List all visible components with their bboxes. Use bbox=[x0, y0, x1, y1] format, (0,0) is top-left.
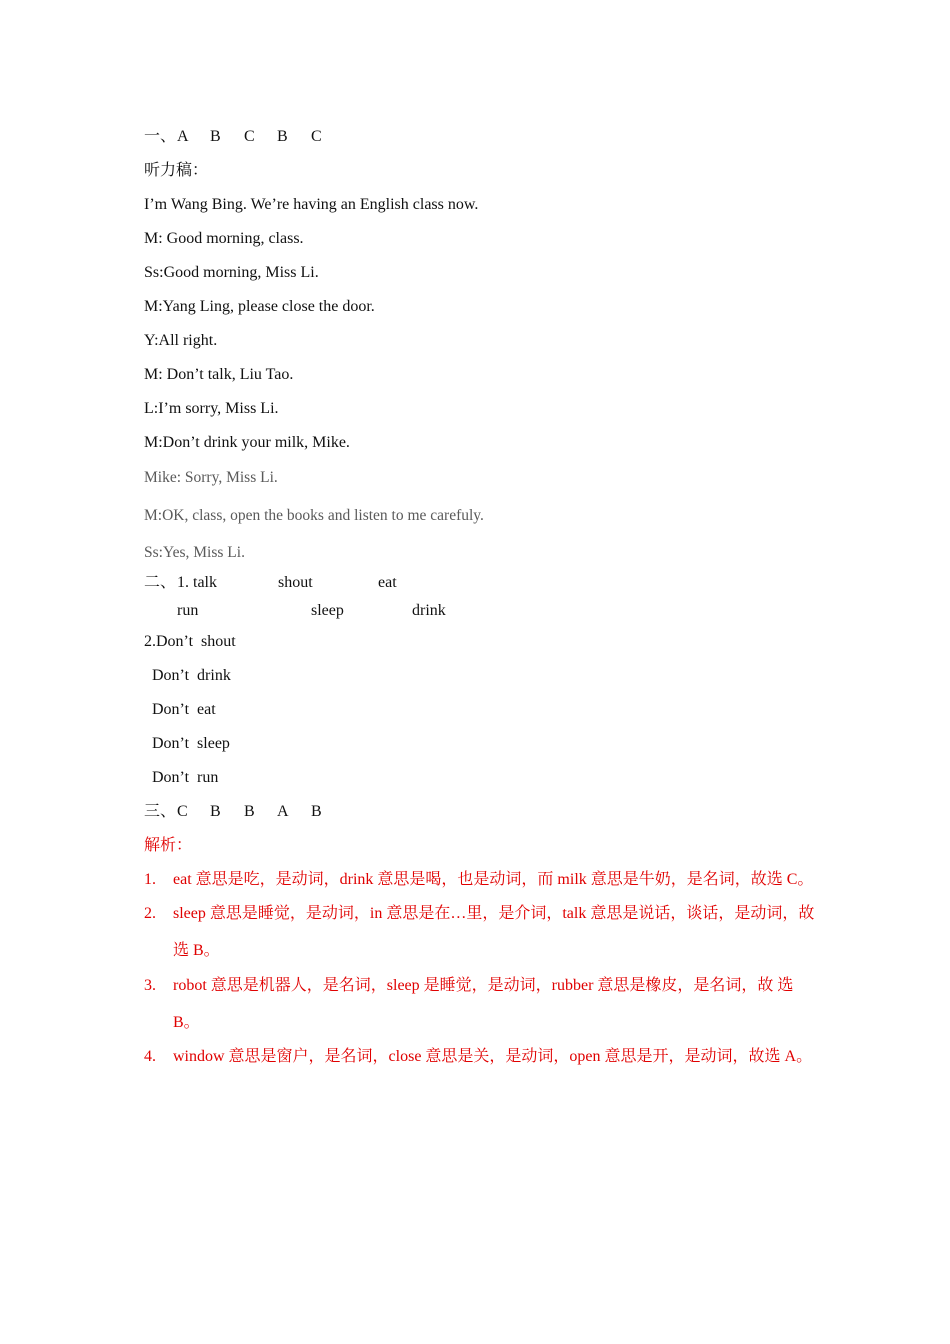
script-line: I’m Wang Bing. We’re having an English class now. bbox=[144, 196, 479, 213]
section2-word: run bbox=[177, 602, 199, 619]
analysis-text: eat 意思是吃，是动词，drink 意思是喝，也是动词，而 milk 意思是牛奶，是名词，故选 C。 bbox=[173, 871, 814, 888]
analysis-number: 2. bbox=[144, 905, 156, 922]
section2-word: shout bbox=[278, 574, 313, 591]
analysis-number: 3. bbox=[144, 977, 156, 994]
section2-sentence: Don’t run bbox=[152, 769, 219, 786]
section1-answer: B bbox=[277, 128, 288, 145]
section3-answer: A bbox=[277, 803, 289, 820]
scanned-script-line: Ss:Yes, Miss Li. bbox=[144, 544, 245, 561]
script-line: Ss:Good morning, Miss Li. bbox=[144, 264, 319, 281]
analysis-text: window 意思是窗户，是名词，close 意思是关，是动词，open 意思是开，是动词，故选 A。 bbox=[173, 1048, 813, 1065]
section2-sentence: Don’t drink bbox=[152, 667, 231, 684]
section2-word: drink bbox=[412, 602, 446, 619]
script-title: 听力稿： bbox=[144, 162, 209, 179]
section3-answer: B bbox=[244, 803, 255, 820]
script-line: M:Don’t drink your milk, Mike. bbox=[144, 434, 350, 451]
script-line: Y:All right. bbox=[144, 332, 218, 349]
section1-answer: B bbox=[210, 128, 221, 145]
section1-label: 一、 bbox=[144, 128, 177, 145]
script-line: M: Good morning, class. bbox=[144, 230, 304, 247]
section3-answer: B bbox=[311, 803, 322, 820]
analysis-text: sleep 意思是睡觉，是动词，in 意思是在…里，是介词，talk 意思是说话，谈话，是动词，故 bbox=[173, 905, 815, 922]
script-line: L:I’m sorry, Miss Li. bbox=[144, 400, 279, 417]
script-line: M:Yang Ling, please close the door. bbox=[144, 298, 375, 315]
section1-answer: C bbox=[311, 128, 322, 145]
analysis-number: 4. bbox=[144, 1048, 156, 1065]
section1-answer: A bbox=[177, 128, 189, 145]
script-line: M: Don’t talk, Liu Tao. bbox=[144, 366, 294, 383]
section1-answer: C bbox=[244, 128, 255, 145]
section2-sentence: 2.Don’t shout bbox=[144, 633, 236, 650]
analysis-text: 选 B。 bbox=[173, 942, 220, 959]
section2-word: eat bbox=[378, 574, 397, 591]
section2-sentence: Don’t eat bbox=[152, 701, 216, 718]
section2-label: 二、 bbox=[144, 574, 177, 591]
section3-answer: C bbox=[177, 803, 188, 820]
analysis-text: B。 bbox=[173, 1014, 200, 1031]
section3-answer: B bbox=[210, 803, 221, 820]
section2-sentence: Don’t sleep bbox=[152, 735, 230, 752]
section3-label: 三、 bbox=[144, 803, 177, 820]
analysis-number: 1. bbox=[144, 871, 156, 888]
section2-word: 1. talk bbox=[177, 574, 217, 591]
analysis-title: 解析： bbox=[144, 837, 193, 854]
scanned-script-line: Mike: Sorry, Miss Li. bbox=[144, 469, 278, 486]
scanned-script-line: M:OK, class, open the books and listen to me carefuly. bbox=[144, 507, 484, 524]
analysis-text: robot 意思是机器人，是名词，sleep 是睡觉，是动词，rubber 意思是橡皮，是名词，故 选 bbox=[173, 977, 794, 994]
section2-word: sleep bbox=[311, 602, 344, 619]
